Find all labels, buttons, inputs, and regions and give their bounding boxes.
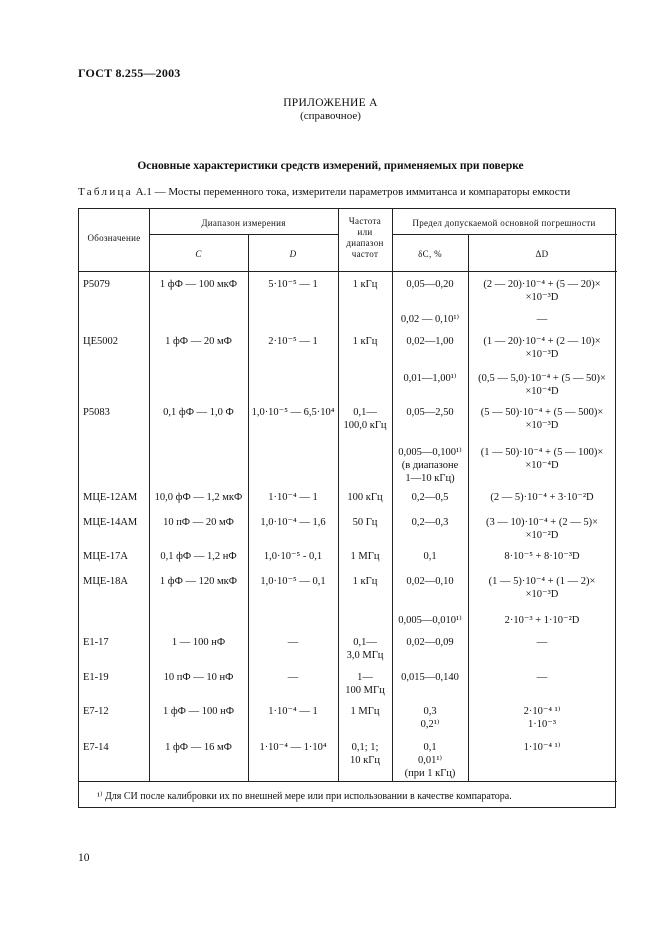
cell-error-dd: 2·10⁻⁴ ¹⁾ 1·10⁻³ — [523, 706, 561, 730]
cell-range-d: 1·10⁻⁴ — 1 — [268, 706, 318, 717]
cell-frequency: 1 кГц — [352, 336, 378, 347]
cell-frequency: 0,1— 3,0 МГц — [346, 637, 384, 661]
cell-frequency: 50 Гц — [352, 517, 378, 528]
header-bottom-line — [79, 271, 617, 272]
appendix-subtitle: (справочное) — [300, 110, 361, 122]
cell-designation: МЦЕ-12АМ — [83, 492, 138, 503]
cell-frequency: 1 МГц — [350, 551, 380, 562]
cell-range-d: 1·10⁻⁴ — 1 — [268, 492, 318, 503]
cell-range-d: 1,0·10⁻⁵ - 0,1 — [263, 551, 323, 562]
cell-frequency: 100 кГц — [347, 492, 383, 503]
cell-error-dd: (0,5 — 5,0)·10⁻⁴ + (5 — 50)× ×10⁻⁴D — [478, 373, 606, 397]
cell-error-dd: 1·10⁻⁴ ¹⁾ — [523, 742, 561, 753]
cell-range-c: 10 пФ — 10 нФ — [163, 672, 234, 683]
footnote-separator-line — [79, 781, 617, 782]
cell-range-c: 10 пФ — 20 мФ — [163, 517, 234, 528]
header-designation: Обозначение — [87, 233, 141, 243]
cell-error-dd: 8·10⁻⁵ + 8·10⁻³D — [504, 551, 580, 562]
cell-range-c: 1 фФ — 20 мФ — [165, 336, 232, 347]
cell-range-c: 0,1 фФ — 1,2 нФ — [160, 551, 237, 562]
section-heading: Основные характеристики средств измерений, применяемых при поверке — [137, 160, 524, 172]
cell-error-dc: 0,1 — [423, 551, 437, 562]
cell-designation: Е1-17 — [83, 637, 109, 648]
table-caption — [78, 186, 570, 198]
cell-designation: МЦЕ-18А — [83, 576, 128, 587]
cell-range-d: 1,0·10⁻⁵ — 0,1 — [260, 576, 326, 587]
cell-range-c: 10,0 фФ — 1,2 мкФ — [154, 492, 243, 503]
header-range-d: D — [289, 249, 297, 259]
column-divider-line — [248, 234, 249, 781]
cell-error-dd: (1 — 50)·10⁻⁴ + (5 — 100)× ×10⁻⁴D — [480, 447, 604, 471]
cell-range-d: 1,0·10⁻⁴ — 1,6 — [260, 517, 326, 528]
cell-range-c: 1 фФ — 120 мкФ — [159, 576, 238, 587]
cell-range-d: — — [287, 672, 299, 683]
cell-frequency: 1— 100 МГц — [345, 672, 385, 696]
cell-error-dd: — — [536, 314, 548, 325]
document-id: ГОСТ 8.255—2003 — [78, 66, 181, 80]
appendix-title: ПРИЛОЖЕНИЕ А — [283, 97, 378, 109]
cell-error-dd: (1 — 5)·10⁻⁴ + (1 — 2)× ×10⁻³D — [488, 576, 596, 600]
cell-error-dc: 0,05—0,20 — [406, 279, 454, 290]
cell-error-dd: 2·10⁻³ + 1·10⁻²D — [504, 615, 580, 626]
cell-range-c: 1 фФ — 16 мФ — [165, 742, 232, 753]
header-subdivider-line — [149, 234, 338, 235]
table-footnote: ¹⁾ Для СИ после калибровки их по внешней мере или при использовании в качестве компаратора. — [97, 791, 512, 802]
cell-range-c: 1 — 100 нФ — [171, 637, 226, 648]
header-measurement-range: Диапазон измерения — [201, 218, 286, 228]
cell-frequency: 0,1; 1; 10 кГц — [350, 742, 380, 766]
header-frequency: Частота или диапазон частот — [346, 216, 384, 259]
cell-range-d: 5·10⁻⁵ — 1 — [268, 279, 318, 290]
cell-range-d: 2·10⁻⁵ — 1 — [268, 336, 318, 347]
header-error-dc: δC, % — [418, 249, 442, 259]
cell-frequency: 1 МГц — [350, 706, 380, 717]
cell-error-dd: — — [536, 637, 548, 648]
cell-error-dc: 0,2—0,5 — [411, 492, 449, 503]
cell-designation: Е7-12 — [83, 706, 109, 717]
header-subdivider-line — [392, 234, 617, 235]
cell-frequency: 0,1— 100,0 кГц — [343, 407, 387, 431]
characteristics-table — [78, 208, 616, 808]
cell-error-dc: 0,05—2,50 — [406, 407, 454, 418]
cell-range-c: 1 фФ — 100 нФ — [162, 706, 234, 717]
cell-error-dd: (2 — 5)·10⁻⁴ + 3·10⁻²D — [490, 492, 594, 503]
cell-range-d: — — [287, 637, 299, 648]
cell-designation: МЦЕ-14АМ — [83, 517, 138, 528]
cell-designation: Е1-19 — [83, 672, 109, 683]
cell-error-dd: (1 — 20)·10⁻⁴ + (2 — 10)× ×10⁻³D — [483, 336, 601, 360]
cell-frequency: 1 кГц — [352, 279, 378, 290]
cell-error-dc: 0,02—0,09 — [406, 637, 454, 648]
cell-error-dc: 0,005—0,010¹⁾ — [398, 615, 462, 626]
cell-error-dc: 0,2—0,3 — [411, 517, 449, 528]
cell-designation: МЦЕ-17А — [83, 551, 128, 562]
cell-range-d: 1,0·10⁻⁵ — 6,5·10⁴ — [251, 407, 335, 418]
cell-designation: Р5079 — [83, 279, 110, 290]
cell-range-d: 1·10⁻⁴ — 1·10⁴ — [259, 742, 327, 753]
cell-error-dc: 0,005—0,100¹⁾ (в диапазоне 1—10 кГц) — [398, 447, 462, 484]
cell-error-dc: 0,015—0,140 — [401, 672, 459, 683]
cell-error-dc: 0,02—0,10 — [406, 576, 454, 587]
cell-error-dc: 0,1 0,01¹⁾ (при 1 кГц) — [404, 742, 456, 779]
cell-error-dc: 0,02—1,00 — [406, 336, 454, 347]
table-caption-text: А.1 — Мосты переменного тока, измерители параметров иммитанса и компараторы емкости — [132, 186, 571, 198]
cell-range-c: 0,1 фФ — 1,0 Ф — [163, 407, 234, 418]
cell-error-dd: (5 — 50)·10⁻⁴ + (5 — 500)× ×10⁻³D — [480, 407, 604, 431]
page-number: 10 — [78, 852, 90, 864]
header-error-dd: ΔD — [535, 249, 549, 259]
cell-error-dc: 0,3 0,2¹⁾ — [420, 706, 440, 730]
header-range-c: C — [195, 249, 202, 259]
cell-range-c: 1 фФ — 100 мкФ — [159, 279, 238, 290]
cell-error-dd: — — [536, 672, 548, 683]
cell-frequency: 1 кГц — [352, 576, 378, 587]
cell-error-dd: (3 — 10)·10⁻⁴ + (2 — 5)× ×10⁻²D — [485, 517, 599, 541]
cell-error-dc: 0,01—1,00¹⁾ — [403, 373, 457, 384]
cell-designation: Е7-14 — [83, 742, 109, 753]
cell-designation: Р5083 — [83, 407, 110, 418]
cell-error-dc: 0,02 — 0,10¹⁾ — [400, 314, 460, 325]
cell-designation: ЦЕ5002 — [83, 336, 118, 347]
cell-error-dd: (2 — 20)·10⁻⁴ + (5 — 20)× ×10⁻³D — [483, 279, 601, 303]
header-error-limit: Предел допускаемой основной погрешности — [412, 218, 596, 228]
table-caption-prefix: Таблица — [78, 186, 133, 198]
